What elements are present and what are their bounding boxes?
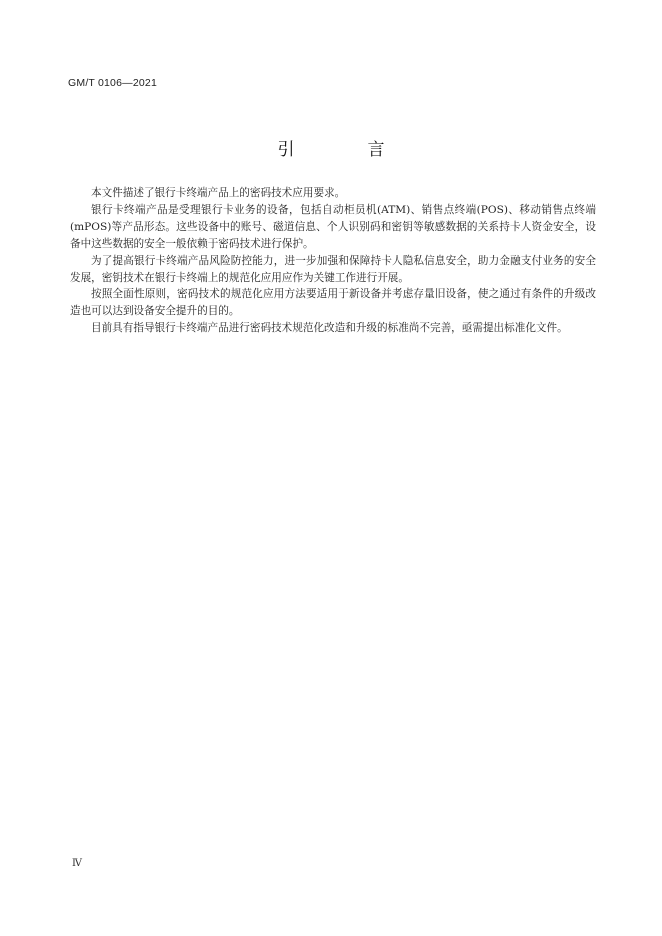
page-title: 引 言 [277,140,413,160]
page-number: Ⅳ [72,858,82,869]
introduction-body [70,185,596,337]
paragraph-1: 本文件描述了银行卡终端产品上的密码技术应用要求。 [91,187,346,199]
document-header [68,77,157,89]
paragraph-5: 目前具有指导银行卡终端产品进行密码技术规范化改造和升级的标准尚不完善，亟需提出标准化文件。 [91,322,568,335]
paragraph-4: 按照全面性原则，密码技术的规范化应用方法要适用于新设备并考虑存量旧设备，使之通过有条件的升级改造也可以达到设备安全提升的目的。 [70,288,596,318]
paragraph-2: 银行卡终端产品是受理银行卡业务的设备，包括自动柜员机(ATM)、销售点终端(POS)、移动销售点终端(mPOS)等产品形态。这些设备中的账号、磁道信息、个人识别码和密钥等敏感数据的关系持卡人资金安全，设备中这些数据的安全一般依赖于密码技术进行保护。 [70,203,596,250]
document-id: GM/T 0106—2021 [68,77,157,89]
paragraph-3: 为了提高银行卡终端产品风险防控能力，进一步加强和保障持卡人隐私信息安全，助力金融支付业务的安全发展，密钥技术在银行卡终端上的规范化应用应作为关键工作进行开展。 [70,254,596,284]
